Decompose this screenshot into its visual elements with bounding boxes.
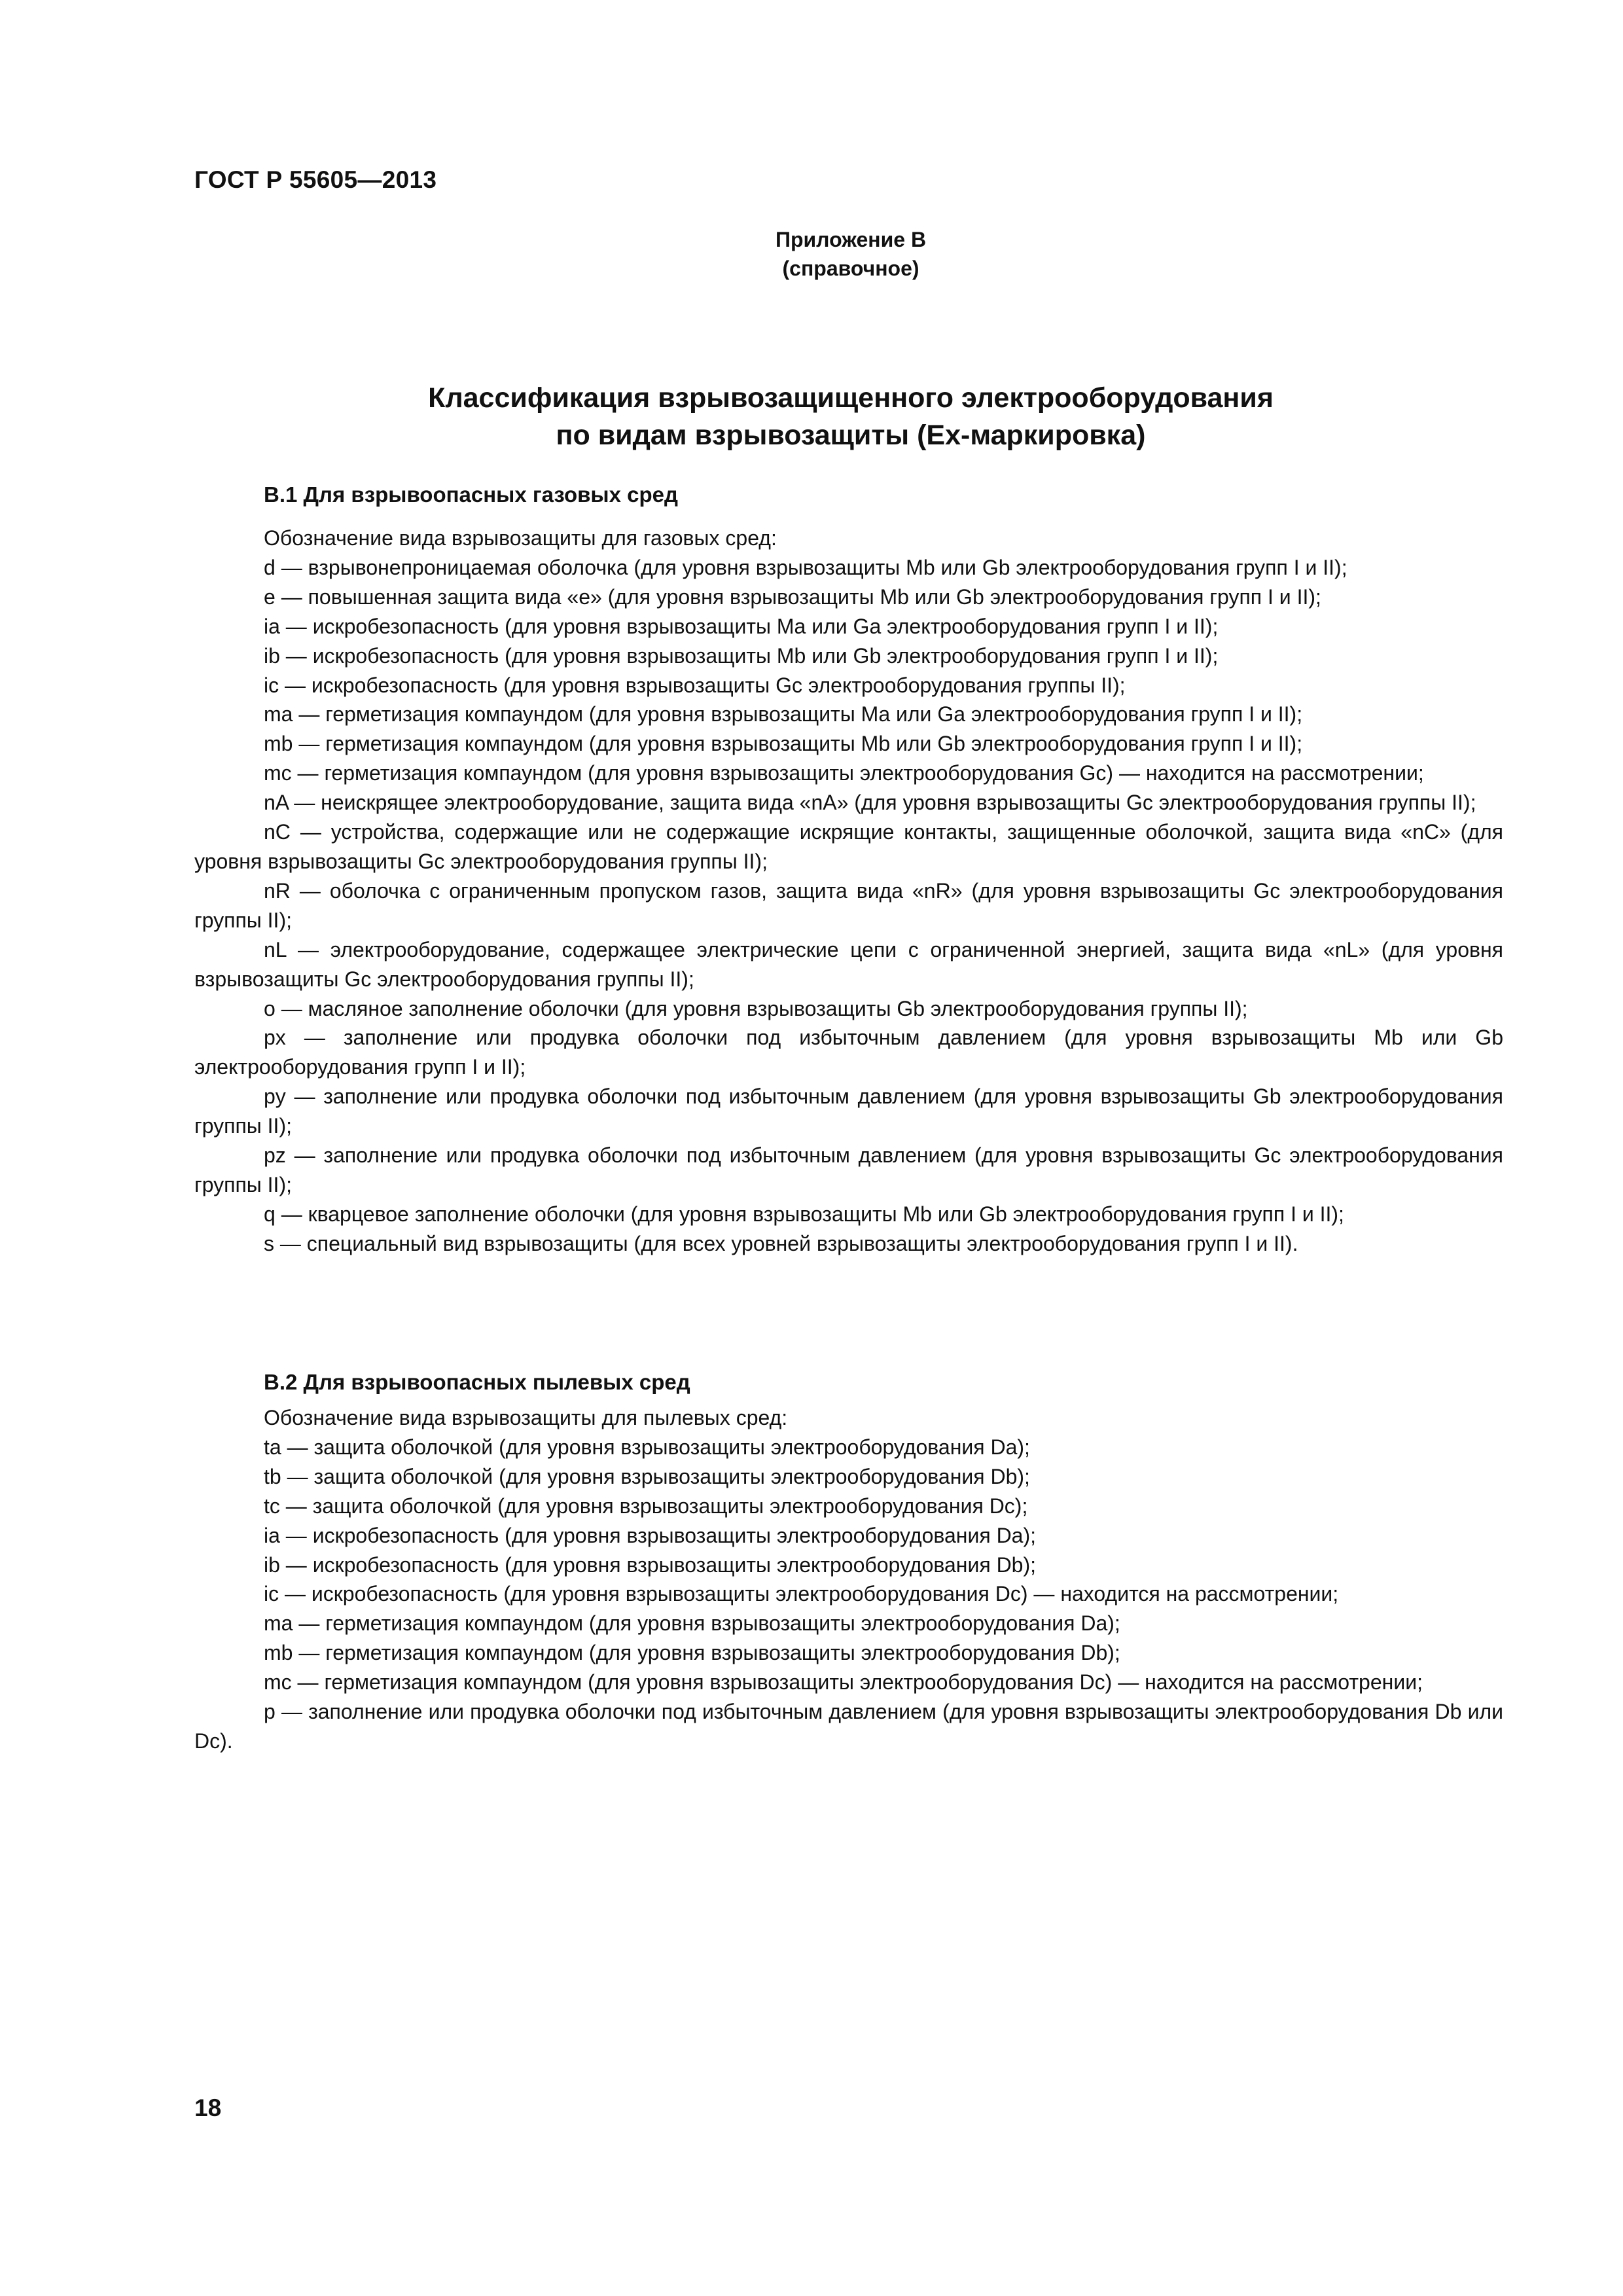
paragraph: nL — электрооборудование, содержащее электрические цепи с ограниченной энергией, защита вида «nL» (для уровня взрывозащиты Gc электрооборудования группы II); bbox=[194, 937, 1503, 991]
paragraph: tb — защита оболочкой (для уровня взрывозащиты электрооборудования Db); bbox=[264, 1464, 1030, 1488]
paragraph: o — масляное заполнение оболочки (для уровня взрывозащиты Gb электрооборудования группы II); bbox=[264, 996, 1248, 1020]
paragraph: nR — оболочка с ограниченным пропуском газов, защита вида «nR» (для уровня взрывозащиты Gc электрооборудования группы II); bbox=[194, 878, 1503, 932]
paragraph: mb — герметизация компаундом (для уровня взрывозащиты электрооборудования Db); bbox=[264, 1641, 1120, 1665]
paragraph: e — повышенная защита вида «e» (для уровня взрывозащиты Mb или Gb электрооборудования групп I и II); bbox=[264, 584, 1321, 609]
page-number: 18 bbox=[194, 2094, 222, 2121]
page-title-line-1: Классификация взрывозащищенного электрооборудования bbox=[428, 382, 1274, 414]
paragraph: q — кварцевое заполнение оболочки (для уровня взрывозащиты Mb или Gb электрооборудования групп I и II); bbox=[264, 1202, 1344, 1226]
appendix-title: Приложение В bbox=[775, 228, 927, 251]
paragraph: ib — искробезопасность (для уровня взрывозащиты Mb или Gb электрооборудования групп I и II); bbox=[264, 643, 1219, 668]
paragraph: p — заполнение или продувка оболочки под избыточным давлением (для уровня взрывозащиты электрооборудования Db или Dc). bbox=[194, 1700, 1503, 1753]
page-title bbox=[0, 380, 1623, 454]
paragraph: Обозначение вида взрывозащиты для газовых сред: bbox=[264, 526, 777, 550]
paragraph: pz — заполнение или продувка оболочки под избыточным давлением (для уровня взрывозащиты Gc электрооборудования группы II); bbox=[194, 1143, 1504, 1196]
section-b1-body bbox=[194, 524, 1503, 1259]
paragraph: ta — защита оболочкой (для уровня взрывозащиты электрооборудования Da); bbox=[264, 1435, 1030, 1459]
paragraph: nC — устройства, содержащие или не содержащие искрящие контакты, защищенные оболочкой, защита вида «nC» (для уровня взрывозащиты Gc электрооборудования группы II); bbox=[194, 820, 1503, 873]
paragraph: s — специальный вид взрывозащиты (для всех уровней взрывозащиты электрооборудования групп I и II). bbox=[264, 1231, 1298, 1255]
paragraph: Обозначение вида взрывозащиты для пылевых сред: bbox=[264, 1406, 788, 1429]
paragraph: mc — герметизация компаундом (для уровня взрывозащиты электрооборудования Dc) — находится на рассмотрении; bbox=[264, 1670, 1423, 1695]
paragraph: ma — герметизация компаундом (для уровня взрывозащиты Ma или Ga электрооборудования групп I и II); bbox=[264, 702, 1303, 726]
paragraph: ia — искробезопасность (для уровня взрывозащиты Ma или Ga электрооборудования групп I и II); bbox=[264, 614, 1219, 638]
paragraph: mc — герметизация компаундом (для уровня взрывозащиты электрооборудования Gc) — находится на рассмотрении; bbox=[264, 761, 1424, 785]
paragraph: px — заполнение или продувка оболочки под избыточным давлением (для уровня взрывозащиты Mb или Gb электрооборудования групп I и II); bbox=[194, 1026, 1503, 1079]
paragraph: d — взрывонепроницаемая оболочка (для уровня взрывозащиты Mb или Gb электрооборудования групп I и II); bbox=[264, 555, 1347, 579]
paragraph: tc — защита оболочкой (для уровня взрывозащиты электрооборудования Dc); bbox=[264, 1494, 1028, 1518]
section-b2-heading: В.2 Для взрывоопасных пылевых сред bbox=[264, 1370, 690, 1394]
paragraph: ic — искробезопасность (для уровня взрывозащиты электрооборудования Dc) — находится на рассмотрении; bbox=[264, 1582, 1339, 1606]
document-standard-number: ГОСТ Р 55605—2013 bbox=[194, 166, 437, 193]
section-b2-body bbox=[194, 1403, 1503, 1756]
paragraph: py — заполнение или продувка оболочки под избыточным давлением (для уровня взрывозащиты Gb электрооборудования группы II); bbox=[194, 1085, 1503, 1138]
paragraph: ma — герметизация компаундом (для уровня взрывозащиты электрооборудования Da); bbox=[264, 1611, 1120, 1636]
appendix-status: (справочное) bbox=[782, 257, 919, 280]
paragraph: ia — искробезопасность (для уровня взрывозащиты электрооборудования Da); bbox=[264, 1523, 1037, 1547]
section-b1-heading: В.1 Для взрывоопасных газовых сред bbox=[264, 482, 678, 507]
paragraph: ib — искробезопасность (для уровня взрывозащиты электрооборудования Db); bbox=[264, 1552, 1037, 1577]
paragraph: mb — герметизация компаундом (для уровня взрывозащиты Mb или Gb электрооборудования групп I и II); bbox=[264, 732, 1303, 756]
paragraph: nA — неискрящее электрооборудование, защита вида «nA» (для уровня взрывозащиты Gc электрооборудования группы II); bbox=[264, 791, 1476, 815]
page-title-line-2: по видам взрывозащиты (Ex-маркировка) bbox=[556, 420, 1146, 451]
paragraph: ic — искробезопасность (для уровня взрывозащиты Gc электрооборудования группы II); bbox=[264, 673, 1126, 697]
